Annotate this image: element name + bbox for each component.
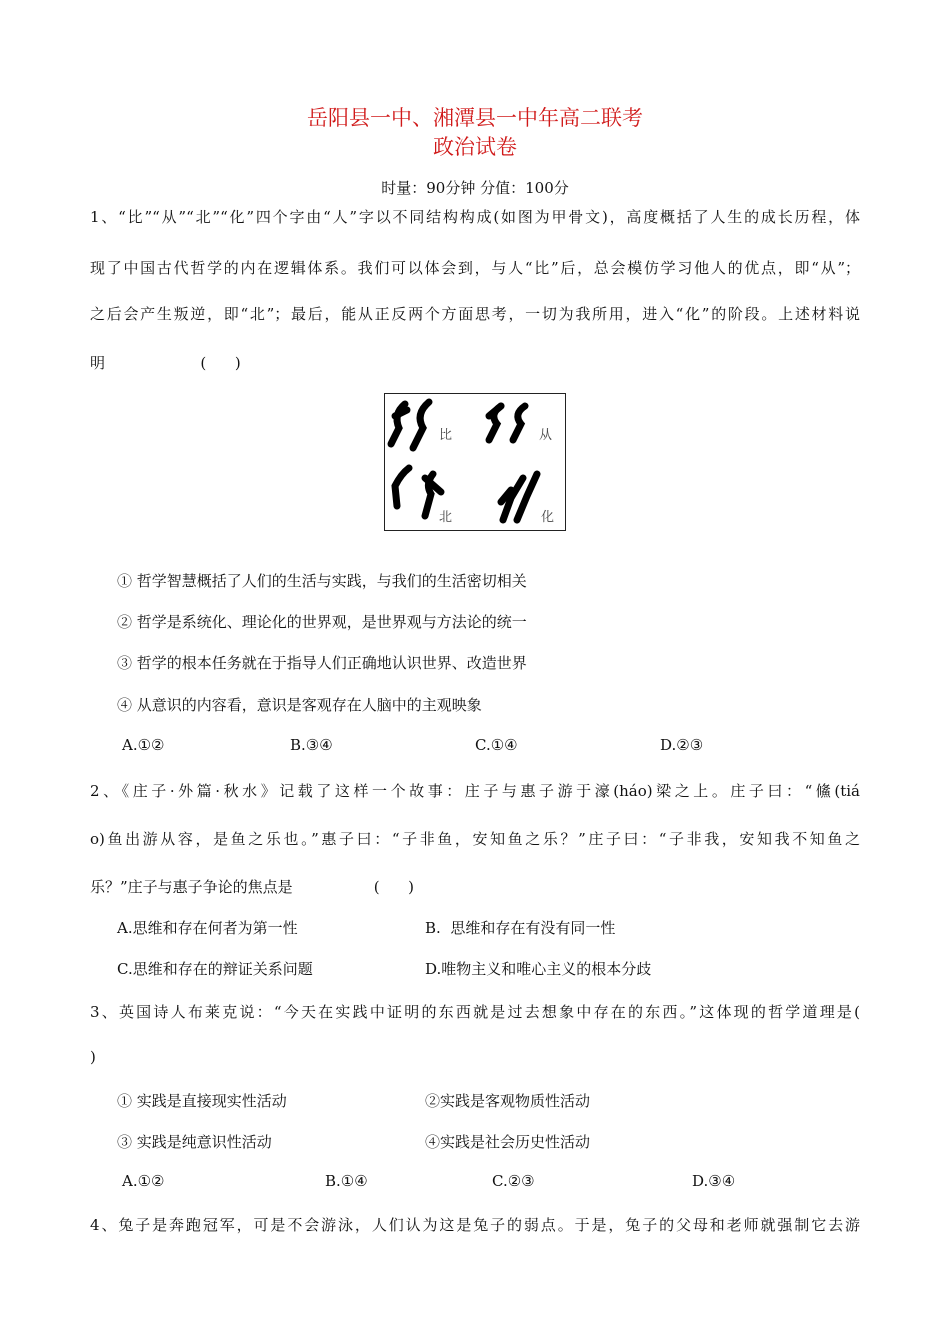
q3-choice-d[interactable]: D.③④: [692, 1172, 736, 1190]
q3-choice-b[interactable]: B.①④: [325, 1172, 368, 1190]
q2-choice-d[interactable]: D.唯物主义和唯心主义的根本分歧: [425, 960, 652, 978]
q3-statement-1: ① 实践是直接现实性活动: [117, 1092, 287, 1110]
glyph-bei-stroke-1: [395, 468, 409, 506]
glyph-cong-stroke-3: [489, 406, 501, 416]
q1-line-1: 1、“比”“从”“北”“化”四个字由“人”字以不同结构构成(如图为甲骨文)，高度概括了人生的成长历程，体: [90, 208, 860, 226]
q1-line-4: 明 ( ): [90, 354, 241, 372]
q1-statement-2: ② 哲学是系统化、理论化的世界观，是世界观与方法论的统一: [117, 613, 527, 631]
q1-statement-4: ④ 从意识的内容看，意识是客观存在人脑中的主观映象: [117, 696, 482, 714]
q2-line-2: o)鱼出游从容，是鱼之乐也。”惠子曰：“子非鱼，安知鱼之乐？”庄子曰：“子非我，安知我不知鱼之: [90, 830, 860, 848]
q1-line-2: 现了中国古代哲学的内在逻辑体系。我们可以体会到，与人“比”后，总会模仿学习他人的优点，即“从”；: [90, 259, 860, 277]
glyph-label-cong: 从: [539, 428, 553, 443]
q2-choice-b[interactable]: B. 思维和存在有没有同一性: [425, 919, 616, 937]
oracle-bone-figure: [384, 393, 566, 531]
q2-line-3: 乐？”庄子与惠子争论的焦点是 ( ): [90, 878, 415, 896]
oracle-bone-glyphs: [385, 394, 565, 530]
q3-statement-2: ②实践是客观物质性活动: [425, 1092, 591, 1110]
q1-statement-1: ① 哲学智慧概括了人们的生活与实践，与我们的生活密切相关: [117, 572, 527, 590]
q3-statement-3: ③ 实践是纯意识性活动: [117, 1133, 272, 1151]
q1-choice-a[interactable]: A.①②: [122, 736, 165, 754]
exam-subject: 政治试卷: [433, 135, 517, 159]
q4-line-1: 4、兔子是奔跑冠军，可是不会游泳，人们认为这是兔子的弱点。于是，兔子的父母和老师就强制它去游: [90, 1216, 860, 1234]
q1-choice-b[interactable]: B.③④: [290, 736, 333, 754]
q1-statement-3: ③ 哲学的根本任务就在于指导人们正确地认识世界、改造世界: [117, 654, 527, 672]
exam-meta: 时量：90分钟 分值：100分: [381, 179, 569, 197]
q2-choice-c[interactable]: C.思维和存在的辩证关系问题: [117, 960, 313, 978]
q1-line-3: 之后会产生叛逆，即“北”；最后，能从正反两个方面思考，一切为我所用，进入“化”的阶段。上述材料说: [90, 305, 860, 323]
q3-line-1: 3、英国诗人布莱克说：“今天在实践中证明的东西就是过去想象中存在的东西。”这体现的哲学道理是(: [90, 1003, 860, 1021]
glyph-label-bi: 比: [439, 428, 453, 443]
exam-title: 岳阳县一中、湘潭县一中年高二联考: [307, 106, 643, 130]
q1-choice-d[interactable]: D.②③: [660, 736, 704, 754]
q2-line-1: 2、《庄子·外篇·秋水》记载了这样一个故事：庄子与惠子游于濠(háo)梁之上。庄子曰：“鯈(tiá: [90, 782, 860, 800]
glyph-bi-stroke-2: [413, 402, 429, 448]
q3-choice-c[interactable]: C.②③: [492, 1172, 535, 1190]
q3-choice-a[interactable]: A.①②: [122, 1172, 165, 1190]
glyph-cong-stroke-2: [513, 406, 525, 440]
glyph-label-bei: 北: [439, 510, 453, 525]
q2-choice-a[interactable]: A.思维和存在何者为第一性: [117, 919, 298, 937]
glyph-label-hua: 化: [541, 510, 555, 525]
q3-line-2: ): [90, 1048, 96, 1066]
q1-choice-c[interactable]: C.①④: [475, 736, 518, 754]
q3-statement-4: ④实践是社会历史性活动: [425, 1133, 591, 1151]
